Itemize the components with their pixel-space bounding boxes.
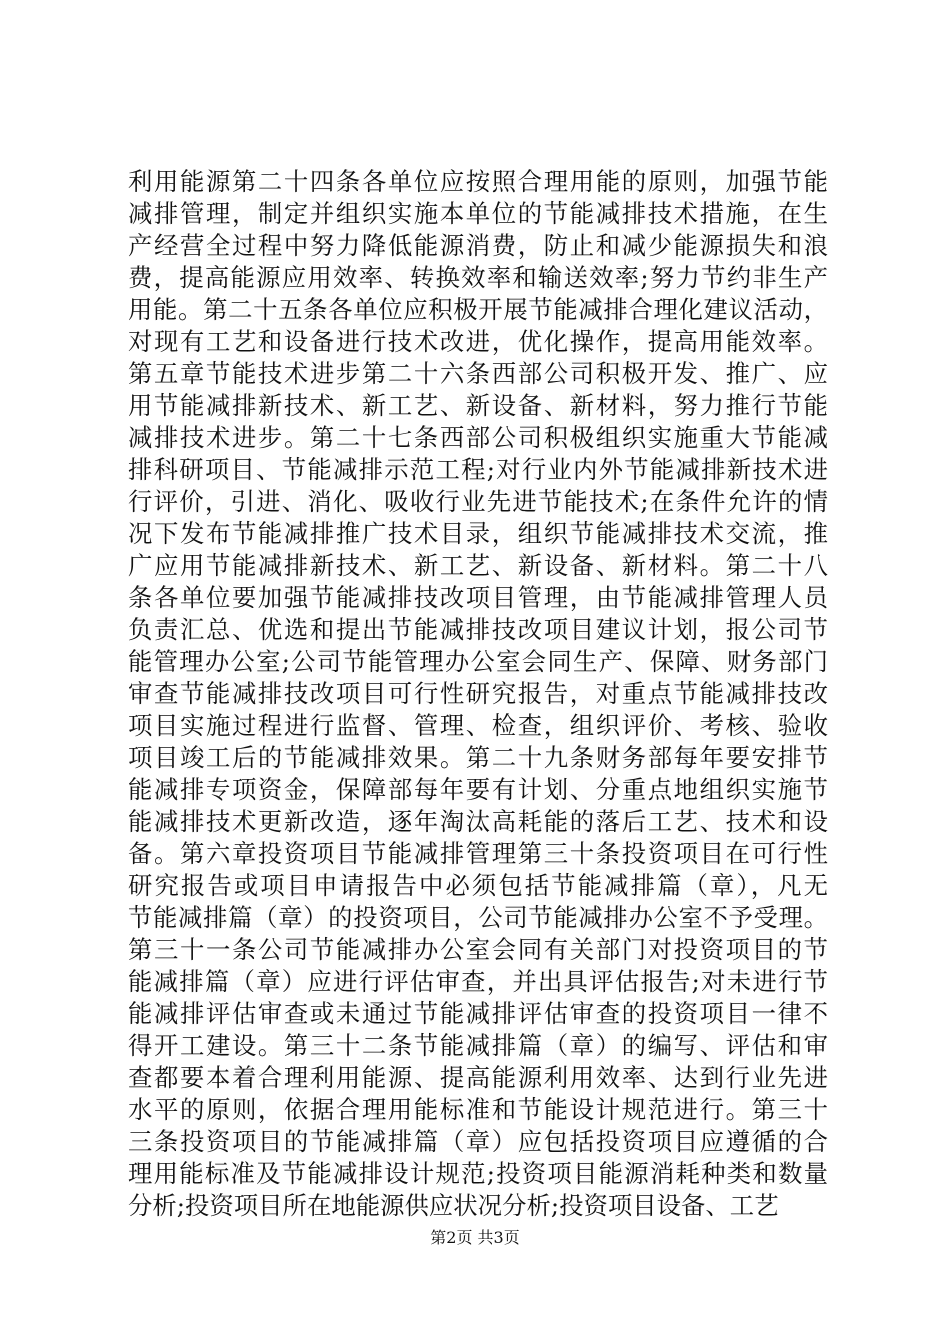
page-number: 第2页 共3页 xyxy=(430,1228,520,1247)
text-line: 分析;投资项目所在地能源供应状况分析;投资项目设备、工艺 xyxy=(128,1191,779,1220)
text-line: 研究报告或项目申请报告中必须包括节能减排篇（章），凡无 xyxy=(128,871,828,900)
text-line: 得开工建设。第三十二条节能减排篇（章）的编写、评估和审 xyxy=(128,1031,828,1060)
text-line: 用节能减排新技术、新工艺、新设备、新材料，努力推行节能 xyxy=(128,391,828,420)
text-line: 查都要本着合理利用能源、提高能源利用效率、达到行业先进 xyxy=(128,1063,828,1092)
text-line: 用能。第二十五条各单位应积极开展节能减排合理化建议活动， xyxy=(128,295,828,324)
text-line: 备。第六章投资项目节能减排管理第三十条投资项目在可行性 xyxy=(128,839,828,868)
text-line: 理用能标准及节能减排设计规范;投资项目能源消耗种类和数量 xyxy=(128,1159,828,1188)
text-line: 能减排专项资金，保障部每年要有计划、分重点地组织实施节 xyxy=(128,775,828,804)
text-line: 条各单位要加强节能减排技改项目管理，由节能减排管理人员 xyxy=(128,583,828,612)
body-text xyxy=(128,166,828,1222)
text-line: 节能减排篇（章）的投资项目，公司节能减排办公室不予受理。 xyxy=(128,903,828,932)
text-line: 排科研项目、节能减排示范工程;对行业内外节能减排新技术进 xyxy=(128,455,828,484)
text-line: 广应用节能减排新技术、新工艺、新设备、新材料。第二十八 xyxy=(128,551,828,580)
text-line: 能减排评估审查或未通过节能减排评估审查的投资项目一律不 xyxy=(128,999,828,1028)
text-line: 水平的原则，依据合理用能标准和节能设计规范进行。第三十 xyxy=(128,1095,828,1124)
text-line: 费，提高能源应用效率、转换效率和输送效率;努力节约非生产 xyxy=(128,263,828,292)
text-line: 项目竣工后的节能减排效果。第二十九条财务部每年要安排节 xyxy=(128,743,828,772)
text-line: 三条投资项目的节能减排篇（章）应包括投资项目应遵循的合 xyxy=(128,1127,828,1156)
text-line: 减排技术进步。第二十七条西部公司积极组织实施重大节能减 xyxy=(128,423,828,452)
text-line: 能减排篇（章）应进行评估审查，并出具评估报告;对未进行节 xyxy=(128,967,828,996)
text-line: 利用能源第二十四条各单位应按照合理用能的原则，加强节能 xyxy=(128,167,828,196)
text-line: 对现有工艺和设备进行技术改进，优化操作，提高用能效率。 xyxy=(128,327,828,356)
text-line: 第五章节能技术进步第二十六条西部公司积极开发、推广、应 xyxy=(128,359,828,388)
text-line: 负责汇总、优选和提出节能减排技改项目建议计划，报公司节 xyxy=(128,615,828,644)
page-footer xyxy=(0,1228,950,1248)
text-line: 产经营全过程中努力降低能源消费，防止和减少能源损失和浪 xyxy=(128,231,828,260)
text-line: 减排管理，制定并组织实施本单位的节能减排技术措施，在生 xyxy=(128,199,828,228)
text-line: 能管理办公室;公司节能管理办公室会同生产、保障、财务部门 xyxy=(128,647,828,676)
text-line: 行评价，引进、消化、吸收行业先进节能技术;在条件允许的情 xyxy=(128,487,828,516)
text-line: 项目实施过程进行监督、管理、检查，组织评价、考核、验收 xyxy=(128,711,828,740)
text-line: 审查节能减排技改项目可行性研究报告，对重点节能减排技改 xyxy=(128,679,828,708)
text-line: 能减排技术更新改造，逐年淘汰高耗能的落后工艺、技术和设 xyxy=(128,807,828,836)
text-line: 第三十一条公司节能减排办公室会同有关部门对投资项目的节 xyxy=(128,935,828,964)
text-line: 况下发布节能减排推广技术目录，组织节能减排技术交流，推 xyxy=(128,519,828,548)
